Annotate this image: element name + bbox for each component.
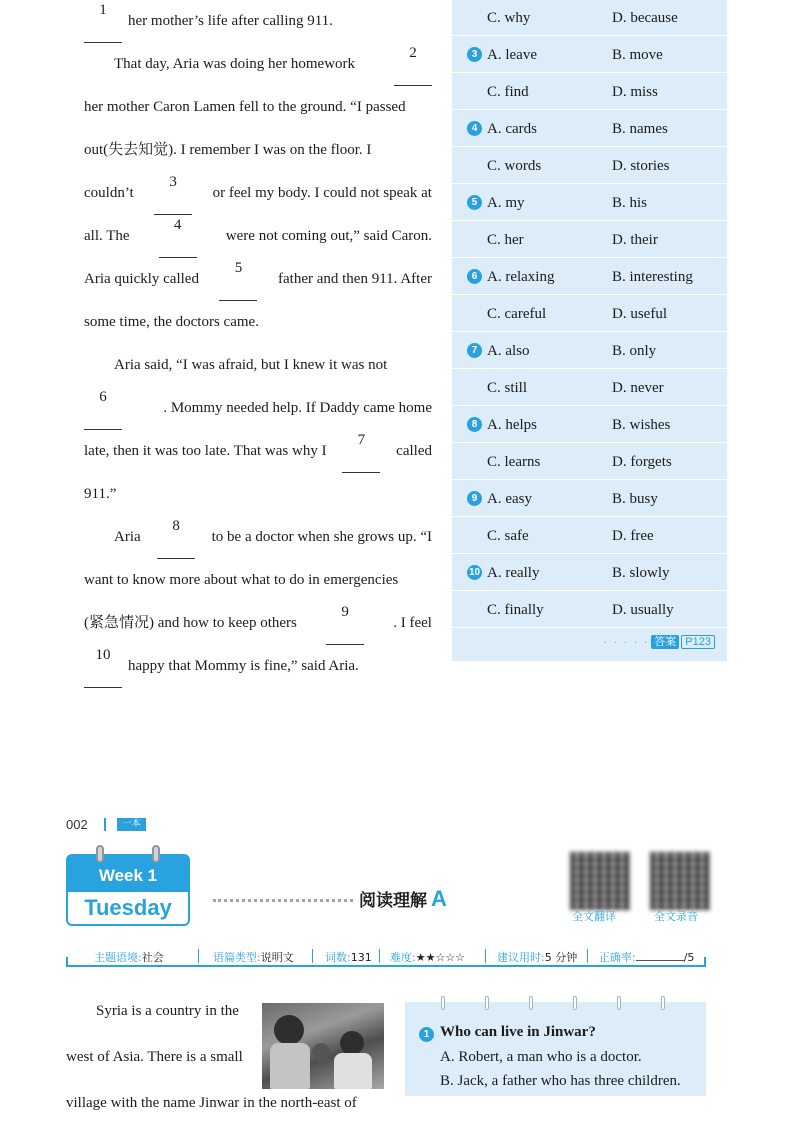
- passage-text: or feel my body. I could not speak at: [212, 185, 432, 201]
- option-choice[interactable]: A. relaxing: [487, 269, 555, 285]
- passage-line: [84, 0, 432, 43]
- blank-6: 6: [84, 387, 122, 430]
- children-photo: [262, 1003, 384, 1089]
- passage-line: [84, 258, 432, 301]
- blank-1: 1: [84, 0, 122, 43]
- option-choice[interactable]: D. miss: [612, 84, 658, 100]
- option-row: [452, 555, 727, 591]
- calendar-week: Week 1: [98, 866, 158, 885]
- option-choice[interactable]: A. my: [487, 195, 525, 211]
- option-choice[interactable]: B. names: [612, 121, 668, 137]
- option-choice[interactable]: B. his: [612, 195, 648, 211]
- info-separator: [312, 949, 313, 963]
- passage-line: [84, 387, 432, 430]
- passage-line: [84, 344, 432, 387]
- option-choice[interactable]: C. finally: [487, 602, 544, 618]
- blank-8: 8: [157, 516, 195, 559]
- child-head: [274, 1015, 304, 1045]
- option-number-badge: 10: [468, 567, 481, 578]
- blank-10: 10: [84, 645, 122, 688]
- passage-line: [84, 645, 432, 688]
- info-words-key: 词数:: [325, 951, 351, 964]
- option-row: [452, 37, 727, 73]
- option-choice[interactable]: C. find: [487, 84, 529, 100]
- passage-text: want to know more about what to do in emergencies: [84, 572, 399, 588]
- info-type-key: 语篇类型:: [213, 951, 261, 964]
- question-number: 1: [419, 1027, 434, 1042]
- option-choice[interactable]: B. wishes: [612, 417, 671, 433]
- qr-label-translation: 全文翻译: [572, 910, 616, 923]
- page-number: 002: [66, 817, 88, 832]
- blank-3: 3: [154, 172, 192, 215]
- binder-ring-icon: [617, 996, 621, 1010]
- binder-ring-icon: [661, 996, 665, 1010]
- passage-line: [84, 473, 432, 516]
- passage-line: [84, 516, 432, 559]
- info-time: [497, 949, 577, 965]
- option-number-badge: 5: [467, 195, 482, 210]
- option-choice[interactable]: D. their: [612, 232, 658, 248]
- option-number-badge: 3: [467, 47, 482, 62]
- passage-text: out(失去知觉). I remember I was on the floor. I: [84, 142, 372, 158]
- passage-text: happy that Mommy is fine,” said Aria.: [128, 658, 359, 674]
- option-number-badge: 7: [467, 343, 482, 358]
- answer-page: P123: [681, 635, 715, 649]
- option-choice[interactable]: C. careful: [487, 306, 547, 322]
- binder-ring-icon: [485, 996, 489, 1010]
- blank-7: 7: [342, 430, 380, 473]
- qr-code-translation[interactable]: [570, 852, 630, 910]
- option-number-badge: 8: [467, 417, 482, 432]
- section-letter: A: [431, 886, 447, 911]
- question-panel: [405, 1002, 706, 1096]
- passage-line: [84, 430, 432, 473]
- passage-text: village with the name Jinwar in the north-east of: [66, 1095, 357, 1111]
- info-bar: [66, 945, 706, 967]
- binder-ring-icon: [573, 996, 577, 1010]
- calendar-day: Tuesday: [84, 895, 172, 920]
- option-choice[interactable]: A. easy: [487, 491, 532, 507]
- option-row: [452, 222, 727, 258]
- option-choice[interactable]: D. useful: [612, 306, 667, 322]
- info-words: [325, 949, 372, 965]
- cloze-passage: [84, 0, 432, 688]
- option-row: [452, 296, 727, 332]
- blank-9: 9: [326, 602, 364, 645]
- option-row: [452, 370, 727, 406]
- option-row: [452, 592, 727, 628]
- info-accuracy: [599, 949, 694, 965]
- qr-code-audio[interactable]: [650, 852, 710, 910]
- info-type: [213, 949, 294, 965]
- question-stem: Who can live in Jinwar?: [440, 1024, 596, 1040]
- option-choice[interactable]: C. safe: [487, 528, 529, 544]
- passage-text: father and then 911. After: [278, 271, 432, 287]
- option-row: [452, 407, 727, 443]
- qr-label-audio: 全文录音: [654, 910, 698, 923]
- info-topic-key: 主题语境:: [94, 951, 142, 964]
- dotted-divider: [213, 899, 353, 902]
- passage-text: west of Asia. There is a small: [66, 1049, 243, 1065]
- option-choice[interactable]: B. busy: [612, 491, 658, 507]
- option-choice[interactable]: C. still: [487, 380, 528, 396]
- option-row: [452, 0, 727, 36]
- option-choice[interactable]: D. forgets: [612, 454, 672, 470]
- option-number-badge: 6: [467, 269, 482, 284]
- reading-passage: [66, 988, 357, 1126]
- section-title: [359, 886, 447, 912]
- passage-text: to be a doctor when she grows up. “I: [211, 529, 432, 545]
- option-choice[interactable]: B. interesting: [612, 269, 693, 285]
- info-words-value: 131: [350, 951, 372, 964]
- option-row: [452, 518, 727, 554]
- child-head: [340, 1031, 364, 1055]
- option-choice[interactable]: C. her: [487, 232, 524, 248]
- passage-line: [66, 1034, 256, 1080]
- info-time-key: 建议用时:: [497, 951, 545, 964]
- passage-text: 911.”: [84, 486, 117, 502]
- passage-text: her mother’s life after calling 911.: [128, 13, 333, 29]
- info-separator: [198, 949, 199, 963]
- passage-line: [84, 602, 432, 645]
- child-body: [270, 1043, 310, 1089]
- option-choice[interactable]: D. free: [612, 528, 654, 544]
- passage-text: were not coming out,” said Caron.: [225, 228, 432, 244]
- info-topic-value: 社会: [141, 951, 164, 964]
- child-head: [312, 1043, 330, 1061]
- passage-text: all. The: [84, 228, 130, 244]
- page-divider: [104, 818, 106, 831]
- option-row: [452, 111, 727, 147]
- question-option-a[interactable]: A. Robert, a man who is a doctor.: [440, 1049, 642, 1065]
- option-row: [452, 333, 727, 369]
- info-difficulty: [390, 949, 465, 965]
- option-row: [452, 444, 727, 480]
- option-row: [452, 185, 727, 221]
- option-choice[interactable]: D. because: [612, 10, 678, 26]
- option-choice[interactable]: C. learns: [487, 454, 541, 470]
- options-panel: [452, 0, 727, 661]
- option-choice[interactable]: B. slowly: [612, 565, 670, 581]
- info-separator: [485, 949, 486, 963]
- info-accuracy-key: 正确率:: [599, 951, 636, 964]
- info-separator: [587, 949, 588, 963]
- option-choice[interactable]: D. never: [612, 380, 664, 396]
- option-choice[interactable]: A. cards: [487, 121, 537, 137]
- passage-text: . I feel: [393, 615, 432, 631]
- passage-line: [84, 172, 432, 215]
- option-choice[interactable]: B. only: [612, 343, 657, 359]
- passage-text: her mother Caron Lamen fell to the ground. “I passed: [84, 99, 406, 115]
- option-choice[interactable]: A. leave: [487, 47, 537, 63]
- book-tag: 一本: [117, 818, 146, 831]
- answer-label: 答案: [651, 635, 679, 649]
- passage-text: That day, Aria was doing her homework: [114, 56, 356, 72]
- accuracy-blank[interactable]: [636, 951, 684, 961]
- passage-line: [66, 988, 256, 1034]
- info-accuracy-value: /5: [683, 951, 695, 964]
- passage-text: couldn’t: [84, 185, 134, 201]
- passage-text: Aria quickly called: [84, 271, 199, 287]
- passage-text: Aria said, “I was afraid, but I knew it was not: [114, 357, 388, 373]
- option-choice[interactable]: D. stories: [612, 158, 670, 174]
- dotted-leader: · · · · ·: [603, 636, 650, 648]
- option-row: [452, 259, 727, 295]
- passage-text: Aria: [114, 529, 141, 545]
- option-number-badge: 9: [467, 491, 482, 506]
- passage-text: some time, the doctors came.: [84, 314, 259, 330]
- blank-5: 5: [219, 258, 257, 301]
- question-option-b[interactable]: B. Jack, a father who has three children.: [440, 1073, 681, 1089]
- passage-text: (紧急情况) and how to keep others: [84, 615, 297, 631]
- option-row: [452, 481, 727, 517]
- option-row: [452, 74, 727, 110]
- section-title-text: 阅读理解: [359, 891, 427, 911]
- blank-4: 4: [159, 215, 197, 258]
- calendar-ring-icon: [96, 845, 104, 863]
- option-row: [452, 148, 727, 184]
- child-body: [334, 1053, 372, 1089]
- info-difficulty-value: ★★☆☆☆: [415, 951, 466, 964]
- passage-text: Syria is a country in the: [96, 1003, 239, 1019]
- option-choice[interactable]: A. helps: [487, 417, 537, 433]
- passage-text: late, then it was too late. That was why I: [84, 443, 327, 459]
- info-time-value: 5 分钟: [544, 951, 578, 964]
- blank-2: 2: [394, 43, 432, 86]
- option-choice[interactable]: A. also: [487, 343, 530, 359]
- passage-text: . Mommy needed help. If Daddy came home: [163, 400, 432, 416]
- passage-line: [84, 559, 432, 602]
- calendar-badge: [66, 854, 190, 926]
- passage-text: called: [396, 443, 432, 459]
- info-topic: [94, 949, 164, 965]
- info-separator: [379, 949, 380, 963]
- option-choice[interactable]: C. why: [487, 10, 531, 26]
- binder-ring-icon: [441, 996, 445, 1010]
- calendar-ring-icon: [152, 845, 160, 863]
- binder-ring-icon: [529, 996, 533, 1010]
- info-difficulty-key: 难度:: [390, 951, 416, 964]
- info-type-value: 说明文: [260, 951, 294, 964]
- option-choice[interactable]: A. really: [487, 565, 540, 581]
- passage-line: [84, 301, 432, 344]
- passage-line: [84, 129, 432, 172]
- option-choice[interactable]: D. usually: [612, 602, 674, 618]
- bar-cap-right: [700, 957, 706, 967]
- bar-cap-left: [66, 957, 72, 967]
- option-choice[interactable]: C. words: [487, 158, 542, 174]
- option-number-badge: 4: [467, 121, 482, 136]
- passage-line: [84, 215, 432, 258]
- passage-line: [84, 86, 432, 129]
- passage-line: [84, 43, 432, 86]
- option-choice[interactable]: B. move: [612, 47, 663, 63]
- answer-reference[interactable]: [604, 635, 715, 649]
